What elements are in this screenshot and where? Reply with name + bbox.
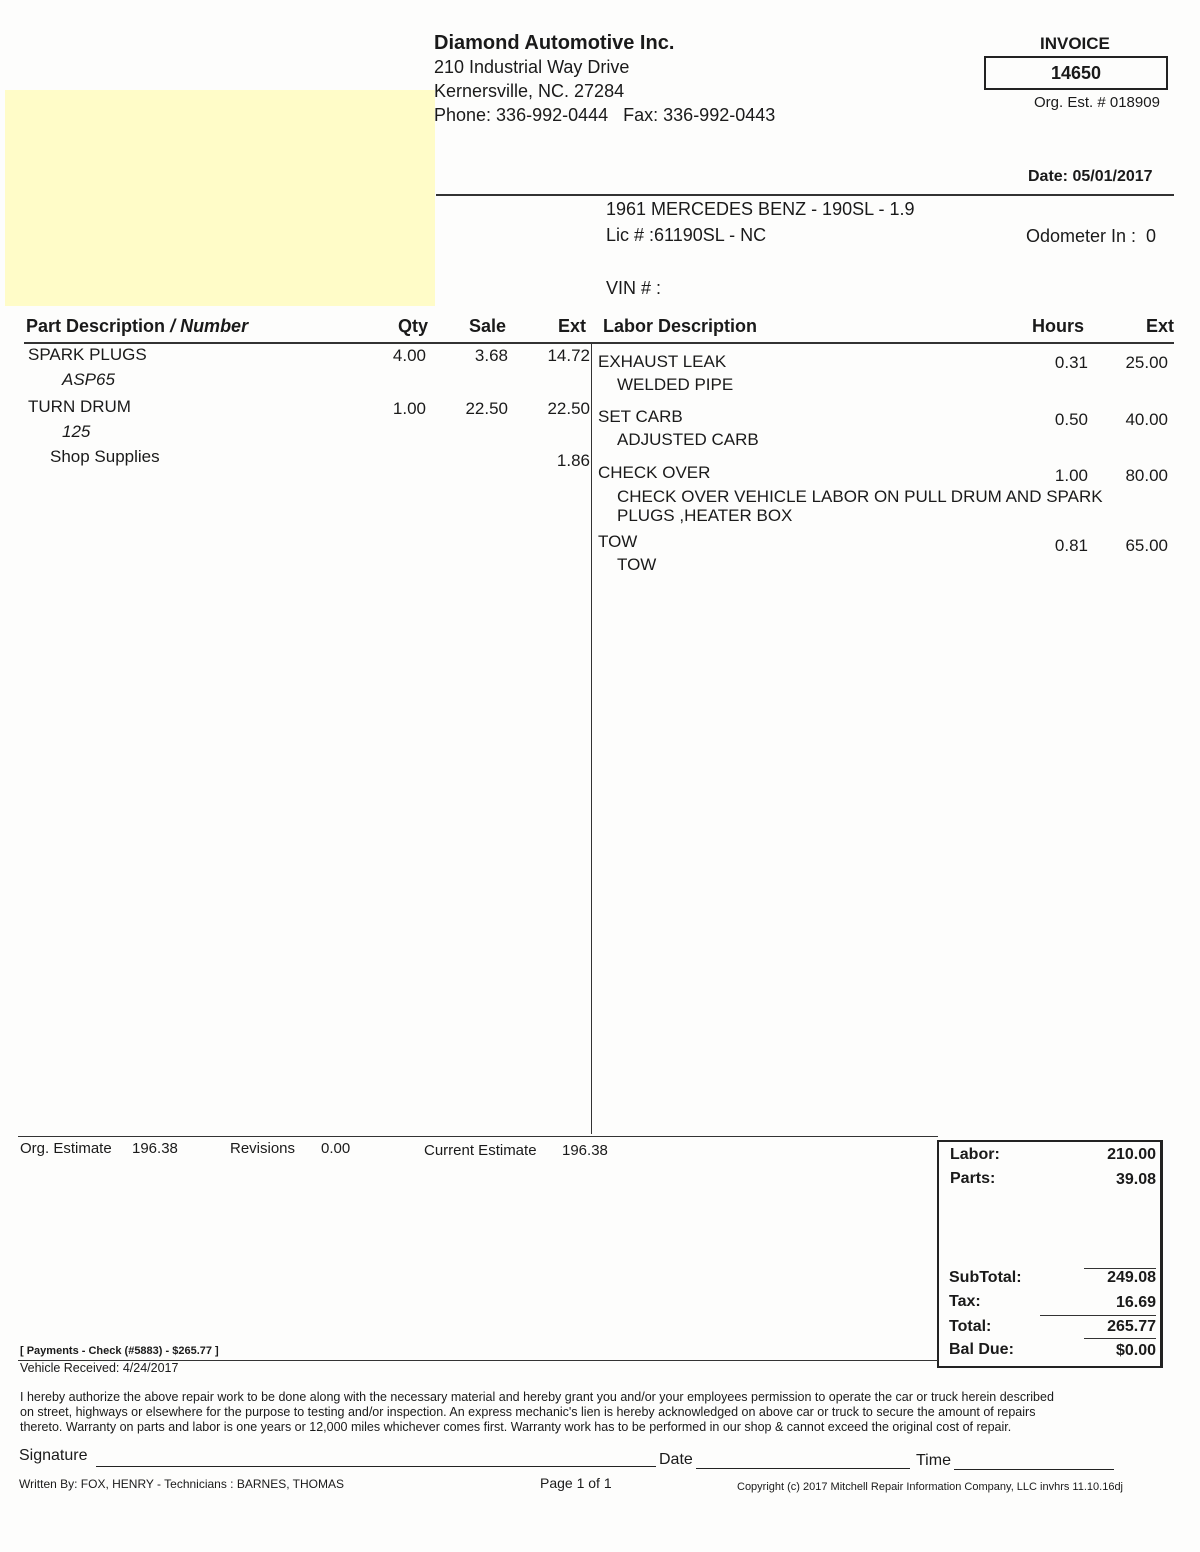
revisions-label: Revisions	[230, 1140, 296, 1157]
company-address: 210 Industrial Way Drive	[434, 57, 630, 77]
parts-labor-divider	[591, 344, 592, 1134]
vehicle-model: 1961 MERCEDES BENZ - 190SL - 1.9	[606, 199, 915, 219]
date-label: Date	[659, 1451, 693, 1468]
labor-ext: 25.00	[1125, 353, 1168, 372]
labor-header-hours: Hours	[1031, 316, 1084, 336]
part-ext: 22.50	[547, 399, 590, 418]
revisions-value: 0.00	[321, 1140, 351, 1157]
labor-title: EXHAUST LEAK	[598, 352, 727, 371]
part-sale: 3.68	[474, 346, 508, 365]
labor-hours: 1.00	[1054, 466, 1088, 485]
parts-total-value: 39.08	[1115, 1171, 1156, 1188]
part-sale: 22.50	[465, 399, 508, 418]
labor-hours: 0.50	[1054, 410, 1088, 429]
current-estimate-label: Current Estimate	[424, 1142, 537, 1159]
shop-supplies-ext: 1.86	[556, 451, 590, 470]
date-line[interactable]	[696, 1468, 910, 1469]
total-value: 265.77	[1107, 1318, 1156, 1335]
page-number: Page 1 of 1	[540, 1475, 612, 1491]
vehicle-received: Vehicle Received: 4/24/2017	[20, 1361, 179, 1375]
labor-title: TOW	[598, 532, 638, 551]
time-label: Time	[916, 1452, 951, 1469]
company-phone-fax: Phone: 336-992-0444 Fax: 336-992-0443	[434, 105, 776, 125]
header-divider	[436, 194, 1174, 196]
shop-supplies-label: Shop Supplies	[50, 447, 160, 466]
parts-total-label: Parts:	[950, 1170, 996, 1187]
subtotal-value: 249.08	[1107, 1269, 1156, 1286]
payments-line: [ Payments - Check (#5883) - $265.77 ]	[20, 1345, 219, 1357]
parts-header-desc: Part Description / Number	[26, 316, 249, 336]
time-line[interactable]	[954, 1469, 1114, 1470]
subtotal-label: SubTotal:	[949, 1269, 1022, 1286]
signature-line[interactable]	[96, 1466, 656, 1467]
authorization-line: I hereby authorize the above repair work to be done along with the necessary material and hereby grant you and/or your employees permission to operate the car or truck herein described	[20, 1390, 1054, 1404]
odometer: Odometer In : 0	[1026, 226, 1157, 246]
labor-header-desc: Labor Description	[603, 316, 758, 336]
parts-header-sale: Sale	[468, 316, 506, 336]
labor-hours: 0.81	[1054, 536, 1088, 555]
part-qty: 4.00	[392, 346, 426, 365]
baldue-value: $0.00	[1115, 1342, 1156, 1359]
authorization-text	[20, 1390, 1170, 1435]
vehicle-vin: VIN # :	[606, 278, 662, 298]
labor-ext: 40.00	[1125, 410, 1168, 429]
labor-detail: TOW	[617, 555, 657, 574]
baldue-label: Bal Due:	[949, 1341, 1014, 1358]
tax-value: 16.69	[1115, 1294, 1156, 1311]
part-qty: 1.00	[392, 399, 426, 418]
invoice-date: Date: 05/01/2017	[1028, 168, 1153, 185]
org-estimate-value: 196.38	[132, 1140, 178, 1157]
redacted-customer-area	[5, 90, 435, 306]
vehicle-license: Lic # :61190SL - NC	[606, 225, 767, 245]
baldue-rule	[1084, 1338, 1156, 1339]
parts-header-qty: Qty	[397, 316, 428, 336]
part-number: ASP65	[62, 370, 115, 389]
labor-title: SET CARB	[598, 407, 683, 426]
parts-header-ext: Ext	[557, 316, 586, 336]
parts-header-number: / Number	[170, 316, 249, 336]
labor-detail: CHECK OVER VEHICLE LABOR ON PULL DRUM AND SPARK	[617, 487, 1103, 506]
labor-total-label: Labor:	[950, 1146, 1000, 1163]
labor-ext: 80.00	[1125, 466, 1168, 485]
company-city: Kernersville, NC. 27284	[434, 81, 625, 101]
invoice-number: 14650	[984, 56, 1168, 90]
part-desc: SPARK PLUGS	[28, 345, 147, 364]
invoice-label: INVOICE	[1040, 34, 1110, 53]
labor-hours: 0.31	[1054, 353, 1088, 372]
part-desc: TURN DRUM	[28, 397, 131, 416]
labor-detail: ADJUSTED CARB	[617, 430, 759, 449]
written-by: Written By: FOX, HENRY - Technicians : BARNES, THOMAS	[19, 1477, 344, 1491]
labor-total-value: 210.00	[1107, 1146, 1156, 1163]
estimate-divider	[18, 1136, 938, 1137]
part-ext: 14.72	[547, 346, 590, 365]
authorization-line: on street, highways or elsewhere for the purpose to testing and/or inspection. An express mechanic's lien is hereby acknowledged on above car or truck to secure the amount of repairs	[20, 1405, 1036, 1419]
authorization-line: thereto. Warranty on parts and labor is one years or 12,000 miles whichever comes first. Warranty work has to be performed in our shop & cannot exceed the original cost of repair.	[20, 1420, 1012, 1434]
labor-header-ext: Ext	[1145, 316, 1174, 336]
columns-header-divider	[24, 342, 1174, 344]
tax-label: Tax:	[949, 1293, 981, 1310]
labor-title: CHECK OVER	[598, 463, 711, 482]
total-rule	[1040, 1315, 1156, 1316]
total-label: Total:	[949, 1318, 992, 1335]
labor-ext: 65.00	[1125, 536, 1168, 555]
labor-detail-cont: PLUGS ,HEATER BOX	[617, 506, 793, 525]
org-estimate-number: Org. Est. # 018909	[1034, 94, 1160, 111]
current-estimate-value: 196.38	[562, 1142, 608, 1159]
labor-detail: WELDED PIPE	[617, 375, 734, 394]
org-estimate-label: Org. Estimate	[20, 1140, 112, 1157]
company-name: Diamond Automotive Inc.	[434, 32, 675, 54]
signature-label: Signature	[19, 1447, 88, 1464]
copyright: Copyright (c) 2017 Mitchell Repair Information Company, LLC invhrs 11.10.16dj	[737, 1481, 1123, 1493]
part-number: 125	[62, 422, 91, 441]
